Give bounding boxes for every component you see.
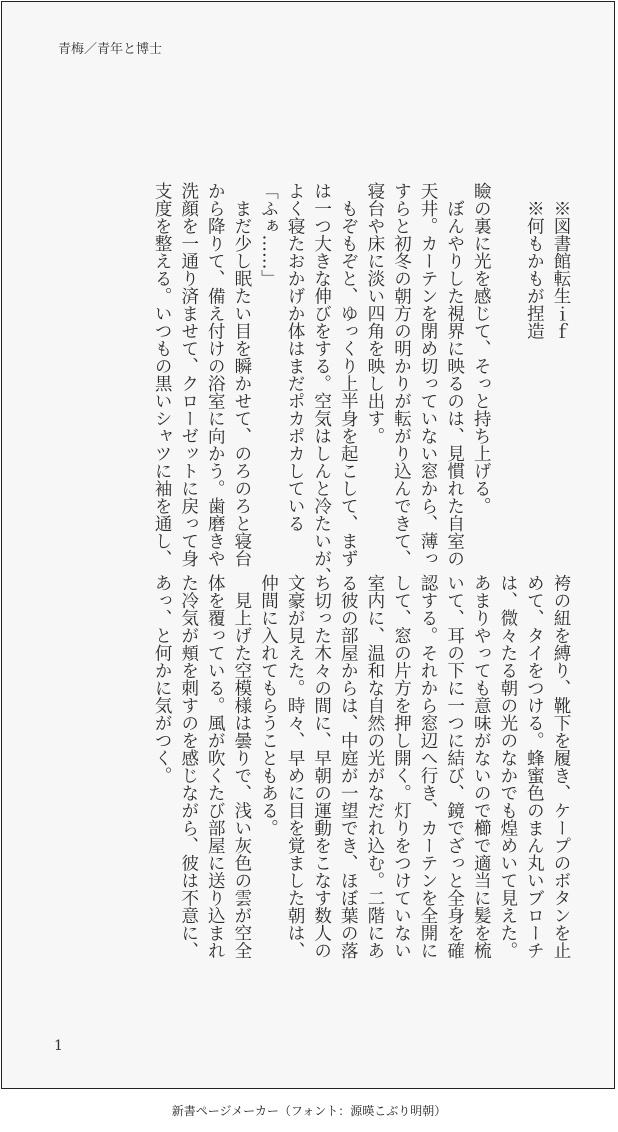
text-line: よく寝たおかげか体はまだポカポカしている xyxy=(285,182,306,532)
text-line: は一つ大きな伸びをする。空気はしんと冷たいが、 xyxy=(311,182,332,585)
text-line: すらと初冬の朝方の明かりが転がり込んできて、 xyxy=(391,182,412,567)
text-line: まだ少し眠たい目を瞬かせて、のろのろと寝台 xyxy=(231,182,252,567)
text-line: た冷気が頬を刺すのを感じながら、彼は不意に、 xyxy=(178,574,199,959)
text-line: 支度を整える。いつもの黒いシャツに袖を通し、 xyxy=(152,182,173,567)
text-line: 仲間に入れてもらうこともある。 xyxy=(258,574,279,837)
text-line: もぞもぞと、ゆっくり上半身を起こして、まず xyxy=(338,182,359,567)
text-line: あっ、と何かに気がつく。 xyxy=(152,574,173,784)
text-line: めて、タイをつける。蜂蜜色のまん丸いブローチ xyxy=(524,574,545,959)
text-line: から降りて、備え付けの浴室に向かう。歯磨きや xyxy=(205,182,226,567)
text-line: 袴の紐を縛り、靴下を履き、ケープのボタンを止 xyxy=(551,574,571,959)
text-line xyxy=(494,182,521,502)
text-line: 見上げた空模様は曇りで、浅い灰色の雲が空全 xyxy=(231,574,252,959)
text-block-bottom xyxy=(14,574,574,959)
text-line: る彼の部屋からは、中庭が一望でき、ほぼ葉の落 xyxy=(338,574,359,959)
text-line: は、微々たる朝の光のなかでも煌めいて見えた。 xyxy=(497,574,518,959)
text-line: 体を覆っている。風が吹くたび部屋に送り込まれ xyxy=(205,574,226,959)
text-line: 「ふぁ……」 xyxy=(258,182,279,287)
text-line: 天井。カーテンを閉め切っていない窓から、薄っ xyxy=(418,182,439,567)
text-line: ※何もかもが捏造 xyxy=(524,182,545,340)
book-page xyxy=(1,1,615,1089)
text-line: 認する。それから窓辺へ行き、カーテンを全開に xyxy=(418,574,439,959)
text-line: ち切った木々の間に、早朝の運動をこなす数人の xyxy=(311,574,332,959)
page-number: 1 xyxy=(54,1038,63,1054)
text-line: 文豪が見えた。時々、早めに目を覚ました朝は、 xyxy=(285,574,306,959)
text-block-top xyxy=(14,182,574,585)
text-line: あまりやっても意味がないので櫛で適当に髪を梳 xyxy=(471,574,492,959)
text-line: 室内に、温和な自然の光がなだれ込む。二階にあ xyxy=(364,574,385,959)
text-line: して、窓の片方を押し開く。灯りをつけていない xyxy=(391,574,412,959)
text-line: いて、耳の下に一つに結び、鏡でざっと全身を確 xyxy=(444,574,465,959)
text-line: 洗顔を一通り済ませて、クローゼットに戻って身 xyxy=(178,182,199,567)
text-line: 瞼の裏に光を感じて、そっと持ち上げる。 xyxy=(471,182,492,515)
text-line: 寝台や床に淡い四角を映し出す。 xyxy=(364,182,385,445)
text-line: ※図書館転生ｉｆ xyxy=(551,182,571,340)
page-header-title: 青梅／青年と博士 xyxy=(58,42,163,57)
text-line: ぼんやりした視界に映るのは、見慣れた自室の xyxy=(444,182,465,567)
footer-credit: 新書ページメーカー（フォント：源暎こぶり明朝） xyxy=(171,1104,447,1118)
